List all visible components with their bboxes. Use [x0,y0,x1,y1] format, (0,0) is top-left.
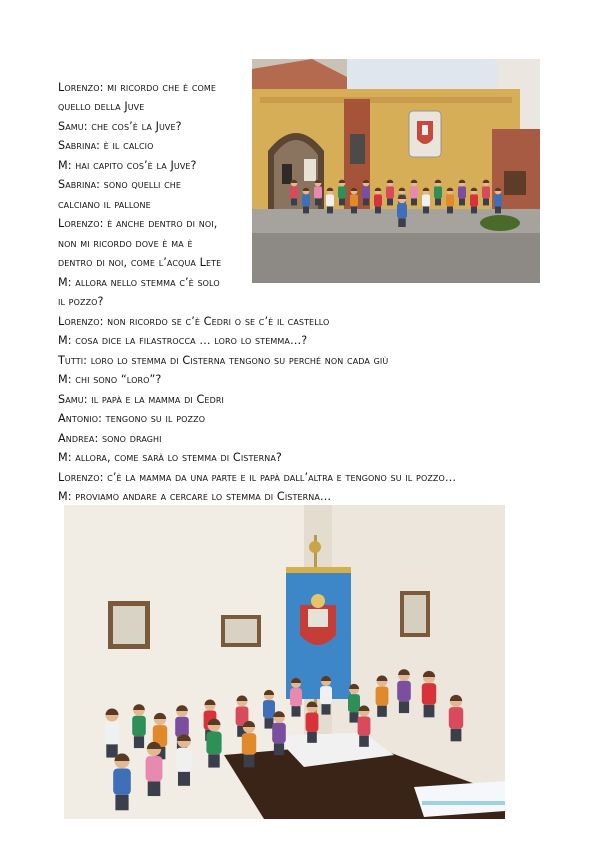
dialogue-line: Sabrina: sono quelli che [58,178,182,191]
dialogue-line: M: cosa dice la filastrocca … loro lo stemma…? [58,334,308,347]
dialogue-line: dentro di noi, come l’acqua Lete [58,256,222,269]
dialogue-line: M: hai capito cos’è la Juve? [58,159,197,172]
photo-children-in-council-room-icon [64,505,505,819]
dialogue-line: M: allora nello stemma c’è solo [58,276,220,289]
dialogue-line: Sabrina: è il calcio [58,139,154,152]
dialogue-line: Lorenzo: mi ricordo che è come [58,81,217,94]
dialogue-line: il pozzo? [58,295,104,308]
dialogue-line: Samu: che cos’è la Juve? [58,120,182,133]
dialogue-line: Tutti: loro lo stemma di Cisterna tengono su perché non cada giù [58,354,389,367]
dialogue-line: Samu: il papà e la mamma di Cedri [58,393,224,406]
dialogue-line: non mi ricordo dove è ma è [58,237,193,250]
dialogue-line: Antonio: tengono su il pozzo [58,412,206,425]
dialogue-line: Lorenzo: c’è la mamma da una parte e il papà dall’altra e tengono su il pozzo… [58,471,457,484]
dialogue-line: M: proviamo andare a cercare lo stemma di Cisterna… [58,490,332,503]
photo-children-outside-town-hall [252,59,540,283]
dialogue-line: Lorenzo: è anche dentro di noi, [58,217,218,230]
dialogue-line: quello della Juve [58,100,145,113]
dialogue-line: Lorenzo: non ricordo se c’è Cedri o se c’è il castello [58,315,330,328]
photo-children-in-council-room [64,505,505,819]
dialogue-line: M: chi sono “loro”? [58,373,162,386]
photo-children-outside-town-hall-icon [252,59,540,283]
dialogue-line: Andrea: sono draghi [58,432,162,445]
dialogue-line: M: allora, come sarà lo stemma di Cisterna? [58,451,282,464]
dialogue-line: calciano il pallone [58,198,151,211]
